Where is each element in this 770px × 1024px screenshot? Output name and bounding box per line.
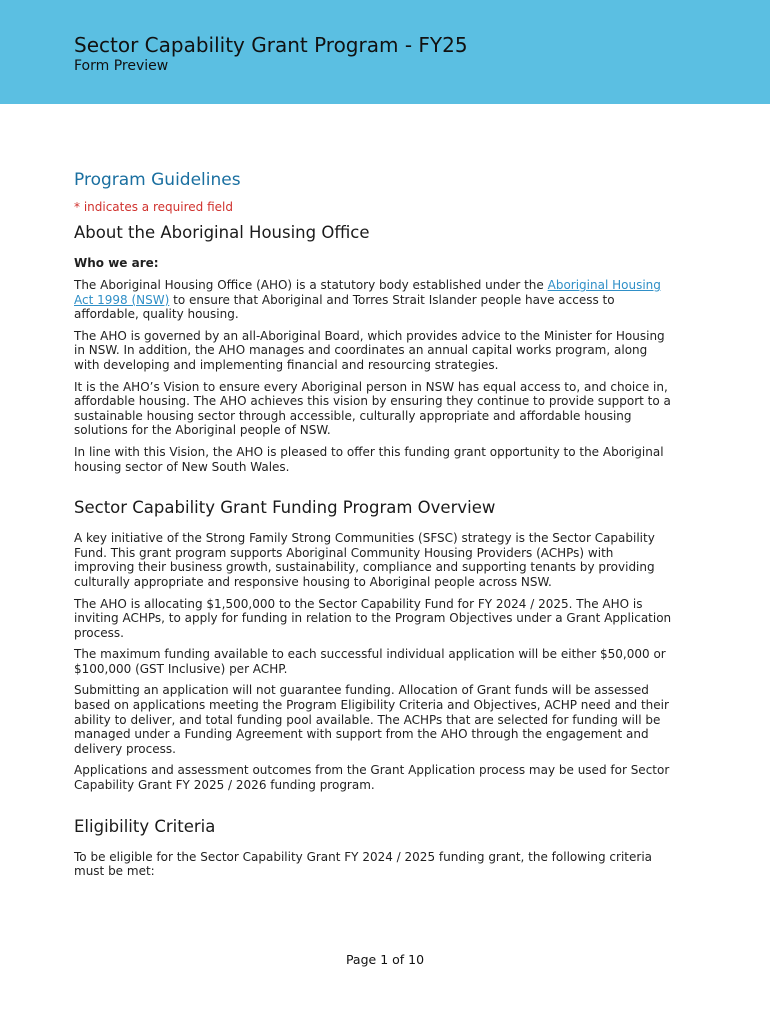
required-field-note: * indicates a required field	[74, 200, 233, 214]
eligibility-paragraph-1: To be eligible for the Sector Capability Grant FY 2024 / 2025 funding grant, the following criteria must be met:	[74, 849, 653, 879]
about-paragraph-3: It is the AHO’s Vision to ensure every Aboriginal person in NSW has equal access to, and choice in, affordable housing. The AHO achieves this vision by ensuring they continue to provide support to a sustainable housing sector through accessible, culturally appropriate and affordable housing solutions for the Aboriginal people of NSW.	[74, 379, 671, 438]
about-paragraph-1	[74, 278, 674, 322]
form-title: Sector Capability Grant Program - FY25	[74, 33, 468, 57]
about-paragraph-2: The AHO is governed by an all-Aboriginal Board, which provides advice to the Minister for Housing in NSW. In addition, the AHO manages and coordinates an annual capital works program, along with developing and implementing financial and resourcing strategies.	[74, 328, 665, 372]
overview-paragraph-1: A key initiative of the Strong Family Strong Communities (SFSC) strategy is the Sector Capability Fund. This grant program supports Aboriginal Community Housing Providers (ACHPs) with improving their business growth, sustainability, compliance and supporting tenants by providing culturally appropriate and responsive housing to Aboriginal people across NSW.	[74, 531, 655, 589]
section-title-guidelines: Program Guidelines	[74, 170, 241, 190]
overview-paragraph-3: The maximum funding available to each successful individual application will be either $50,000 or $100,000 (GST Inclusive) per ACHP.	[74, 647, 666, 676]
about-paragraph-4: In line with this Vision, the AHO is pleased to offer this funding grant opportunity to the Aboriginal housing sector of New South Wales.	[74, 444, 664, 474]
overview-paragraph-5: Applications and assessment outcomes from the Grant Application process may be used for Sector Capability Grant FY 2025 / 2026 funding program.	[74, 763, 670, 793]
overview-paragraph-2: The AHO is allocating $1,500,000 to the Sector Capability Fund for FY 2024 / 2025. The AHO is inviting ACHPs, to apply for funding in relation to the Program Objectives under a Grant Application process.	[74, 596, 672, 640]
heading-overview: Sector Capability Grant Funding Program Overview	[74, 498, 496, 518]
overview-paragraph-4: Submitting an application will not guarantee funding. Allocation of Grant funds will be assessed based on applications meeting the Program Eligibility Criteria and Objectives, ACHP need and their ability to deliver, and total funding pool available. The ACHPs that are selected for funding will be managed under a Funding Agreement with support from the AHO through the engagement and delivery process.	[74, 683, 669, 756]
heading-about: About the Aboriginal Housing Office	[74, 223, 370, 242]
aboriginal-housing-act-link[interactable]: Aboriginal Housing Act 1998 (NSW)	[74, 278, 661, 307]
heading-eligibility: Eligibility Criteria	[74, 816, 216, 836]
page-number: Page 1 of 10	[345, 952, 425, 967]
header-banner	[0, 0, 770, 104]
form-content	[74, 170, 674, 886]
about-p1-text: The Aboriginal Housing Office (AHO) is a statutory body established under the	[74, 278, 548, 292]
about-p1-text-end: to ensure that Aboriginal and Torres Strait Islander people have access to affordable, quality housing.	[74, 292, 615, 322]
who-we-are-label: Who we are:	[74, 256, 159, 270]
form-subtitle: Form Preview	[74, 58, 169, 74]
